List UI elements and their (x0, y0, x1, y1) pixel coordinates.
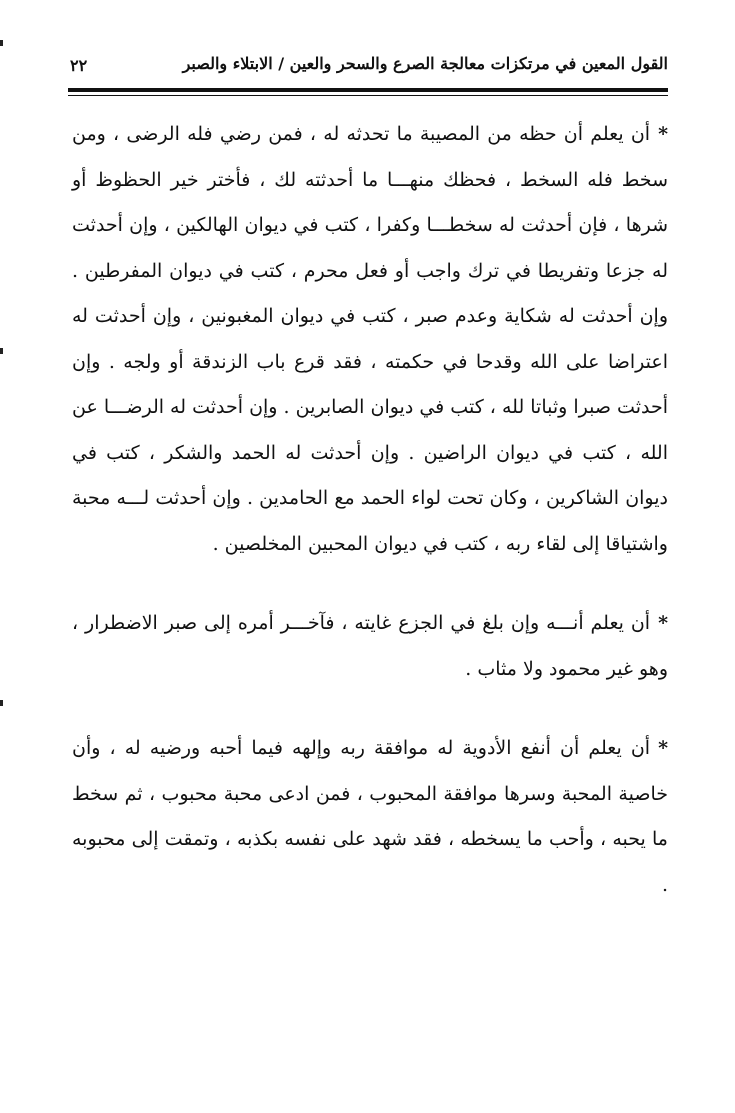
paragraph-3-text: أن يعلم أن أنفع الأدوية له موافقة ربه وإلهه فيما أحبه ورضيه له ، وأن خاصية المحبة وسرها موافقة المحبوب ، فمن ادعى محبة محبوب ، ثم سخط ما يحبه ، وأحب ما يسخطه ، فقد شهد على نفسه بكذبه ، وتمقت إلى محبوبه . (72, 737, 668, 896)
paragraph-2 (72, 601, 668, 692)
page-number: ٢٢ (70, 56, 88, 75)
paragraph-1 (72, 112, 668, 567)
header-rule-thick (68, 88, 668, 92)
running-title: القول المعين في مرتكزات معالجة الصرع والسحر والعين / الابتلاء والصبر (182, 54, 668, 73)
scan-speck (0, 40, 3, 46)
bullet-mark: * (658, 737, 668, 759)
scan-speck (0, 700, 3, 706)
header-rule-thin (68, 95, 668, 96)
page-body (72, 112, 668, 908)
scan-speck (0, 348, 3, 354)
bullet-mark: * (658, 123, 668, 145)
paragraph-2-text: أن يعلم أنـــه وإن بلغ في الجزع غايته ، فآخـــر أمره إلى صبر الاضطرار ، وهو غير محمود ولا مثاب . (72, 612, 668, 680)
paragraph-1-text: أن يعلم أن حظه من المصيبة ما تحدثه له ، فمن رضي فله الرضى ، ومن سخط فله السخط ، فحظك منهـــا ما أحدثته لك ، فأختر خير الحظوظ أو شرها ، فإن أحدثت له سخطـــا وكفرا ، كتب في ديوان الهالكين ، وإن أحدثت له جزعا وتفريطا في ترك واجب أو فعل محرم ، كتب في ديوان المفرطين . وإن أحدثت له شكاية وعدم صبر ، كتب في ديوان المغبونين ، وإن أحدثت له اعتراضا على الله وقدحا في حكمته ، فقد قرع باب الزندقة أو ولجه . وإن أحدثت صبرا وثباتا لله ، كتب في ديوان الصابرين . وإن أحدثت له الرضـــا عن الله ، كتب في ديوان الراضين . وإن أحدثت له الحمد والشكر ، كتب في ديوان الشاكرين ، وكان تحت لواء الحمد مع الحامدين . وإن أحدثت لـــه محبة واشتياقا إلى لقاء ربه ، كتب في ديوان المحبين المخلصين . (72, 123, 668, 555)
page-header (68, 50, 668, 86)
paragraph-3 (72, 726, 668, 908)
bullet-mark: * (658, 612, 668, 634)
